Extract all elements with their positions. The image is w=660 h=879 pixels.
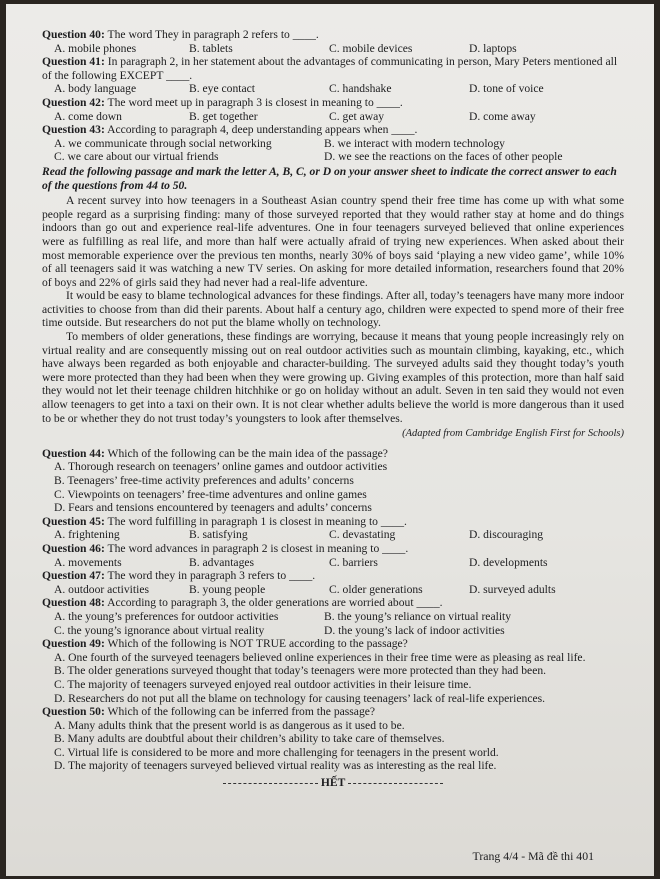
option-a: A. outdoor activities [54, 582, 149, 596]
option-b: B. Teenagers’ free-time activity preferences and adults’ concerns [54, 474, 354, 487]
reading-instruction: Read the following passage and mark the letter A, B, C, or D on your answer sheet to indicate the correct answer to each of the questions from 44 to 50. [42, 164, 617, 192]
option-b: B. we interact with modern technology [324, 136, 505, 150]
question-number: Question 50: [42, 705, 105, 719]
exam-page [6, 4, 654, 876]
page-footer: Trang 4/4 - Mã đề thi 401 [472, 849, 594, 864]
question-text: Which of the following can be inferred from the passage? [107, 705, 376, 719]
option-a: A. body language [54, 82, 137, 96]
passage-paragraph-3: To members of older generations, these findings are worrying, because it means that young people increasingly rely on virtual reality and are consequently missing out on real outdoor activities such as mountain climbing, kayaking, etc., which have always been regarded as both enjoyable and character-building. The surveyed adults said they thought today’s youth were more protected than they had been when they were growing up. Giving examples of this protection, more than half said they would not let their teenage children hitchhike or go on holiday without an adult. Seven in ten said they would not even allow teenagers to get into a taxi on their own. It is not clear whether adults believe the world is more dangerous than it used to be or whether they do not trust today’s youngsters to look after themselves. [42, 330, 624, 425]
passage-paragraph-2: It would be easy to blame technological advances for these findings. After all, today’s teenagers have many more indoor activities to choose from than did their parents. About half a century ago, children were expected to spend more of their free time outside. But researchers do not put the blame wholly on technology. [42, 289, 624, 330]
option-d: D. Researchers do not put all the blame on technology for causing teenagers’ lack of real-life experiences. [54, 691, 546, 705]
passage-source: (Adapted from Cambridge English First for Schools) [402, 428, 624, 440]
question-number: Question 44: [42, 446, 105, 460]
option-d: D. we see the reactions on the faces of other people [324, 150, 563, 164]
question-47 [42, 569, 624, 596]
question-number: Question 47: [42, 569, 105, 583]
option-d: D. The majority of teenagers surveyed believed virtual reality was as interesting as the real life. [54, 759, 497, 773]
question-40 [42, 28, 624, 55]
passage-paragraph-1: A recent survey into how teenagers in a Southeast Asian country spend their free time has come up with what some people regard as a surprising finding: many of those surveyed reported that they would rather stay at home and do things indoors than go out and experience real-life adventures. One in four teenagers surveyed believed that online experiences were as fulfilling as real life, and more than half were actually afraid of trying new experiences. When asked about their most memorable experience over the previous ten months, nearly 30% of boys said ‘playing a new video game’, while 10% of all teenagers said it was watching a new TV series. On asking for more detailed information, researchers found that 20% of boys and 22% of girls said they had never had a real-life adventure. [42, 194, 624, 289]
option-c: C. Viewpoints on teenagers’ free-time adventures and online games [54, 487, 367, 501]
option-d: D. developments [469, 555, 548, 569]
option-c: C. barriers [329, 555, 378, 569]
option-d: D. surveyed adults [469, 582, 556, 596]
question-number: Question 42: [42, 95, 105, 109]
option-b: B. The older generations surveyed thought that today’s teenagers were more protected than they had been. [54, 664, 547, 678]
option-b: B. young people [189, 582, 266, 596]
option-d: D. laptops [469, 41, 517, 55]
question-text: According to paragraph 4, deep understanding appears when ____. [107, 123, 418, 137]
question-text: The word meet up in paragraph 3 is closest in meaning to ____. [107, 95, 403, 109]
question-42 [42, 96, 624, 123]
option-a: A. mobile phones [54, 41, 137, 55]
question-46 [42, 542, 624, 569]
option-c: C. The majority of teenagers surveyed enjoyed real outdoor activities in their leisure time. [54, 677, 472, 691]
option-d: D. the young’s lack of indoor activities [324, 623, 505, 637]
question-41 [42, 55, 624, 96]
question-number: Question 43: [42, 123, 105, 137]
question-text: Which of the following can be the main idea of the passage? [107, 446, 388, 460]
option-d: D. come away [469, 109, 536, 123]
option-c: C. mobile devices [329, 41, 413, 55]
question-number: Question 40: [42, 28, 105, 41]
option-a: A. come down [54, 109, 122, 123]
question-number: Question 48: [42, 596, 105, 610]
reading-passage [42, 194, 624, 425]
question-number: Question 41: [42, 55, 105, 69]
option-d: D. tone of voice [469, 82, 544, 96]
option-b: B. get together [189, 109, 258, 123]
option-b: B. tablets [189, 41, 233, 55]
option-c: C. older generations [329, 582, 423, 596]
question-text: The word they in paragraph 3 refers to ____. [107, 569, 316, 583]
divider [348, 783, 443, 784]
option-b: B. the young’s reliance on virtual reality [324, 609, 512, 623]
question-48 [42, 596, 624, 637]
option-a: A. frightening [54, 528, 120, 542]
option-c: C. we care about our virtual friends [54, 150, 219, 164]
end-label: HẾT [320, 776, 346, 790]
option-a: A. we communicate through social networking [54, 136, 272, 150]
question-text: The word fulfilling in paragraph 1 is closest in meaning to ____. [107, 514, 407, 528]
question-50 [42, 705, 624, 773]
option-c: C. get away [329, 109, 385, 123]
option-c: C. Virtual life is considered to be more and more challenging for teenagers in the present world. [54, 745, 499, 759]
end-mark [42, 776, 624, 790]
question-text: Which of the following is NOT TRUE according to the passage? [107, 637, 408, 651]
question-text: The word They in paragraph 2 refers to ____. [107, 28, 319, 41]
question-44 [42, 447, 624, 515]
question-45 [42, 515, 624, 542]
question-number: Question 46: [42, 541, 105, 555]
question-text: The word advances in paragraph 2 is closest in meaning to ____. [107, 541, 409, 555]
option-a: A. Many adults think that the present world is as dangerous as it used to be. [54, 718, 405, 732]
option-c: C. devastating [329, 528, 396, 542]
option-a: A. One fourth of the surveyed teenagers believed online experiences in their free time were as pleasing as real life. [54, 650, 586, 664]
question-43 [42, 123, 624, 164]
option-a: A. movements [54, 555, 122, 569]
option-d: D. Fears and tensions encountered by teenagers and adults’ concerns [54, 501, 372, 515]
option-c: C. handshake [329, 82, 392, 96]
option-a: A. the young’s preferences for outdoor activities [54, 609, 279, 623]
option-a: A. Thorough research on teenagers’ online games and outdoor activities [54, 460, 388, 474]
option-b: B. Many adults are doubtful about their children’s ability to take care of themselves. [54, 732, 445, 746]
option-b: B. eye contact [189, 82, 255, 96]
divider [223, 783, 318, 784]
option-b: B. advantages [189, 555, 255, 569]
question-text: In paragraph 2, in her statement about the advantages of communicating in person, Mary Peters mentioned all of the following EXCEPT ____. [42, 55, 618, 82]
option-d: D. discouraging [469, 528, 544, 542]
option-b: B. satisfying [189, 528, 248, 542]
question-49 [42, 637, 624, 705]
option-c: C. the young’s ignorance about virtual reality [54, 623, 265, 637]
question-text: According to paragraph 3, the older generations are worried about ____. [107, 596, 443, 610]
question-number: Question 49: [42, 637, 105, 651]
question-number: Question 45: [42, 514, 105, 528]
